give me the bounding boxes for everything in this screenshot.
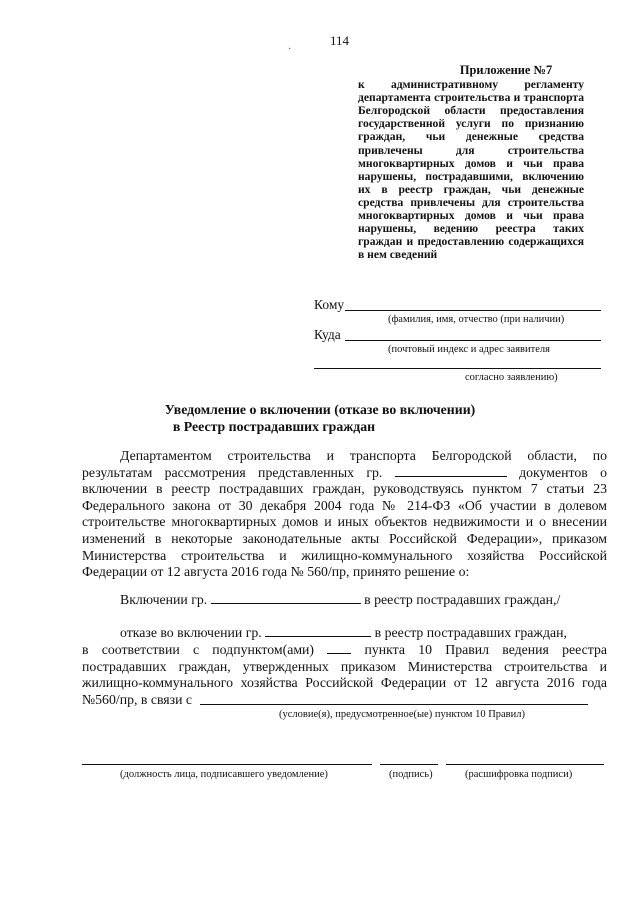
- where-label: Куда: [314, 327, 341, 342]
- sign-caption: (подпись): [389, 769, 433, 780]
- appendix-line: граждан, чьи денежные средства: [358, 130, 584, 144]
- to-field-line[interactable]: [345, 310, 601, 311]
- where-field-line[interactable]: [345, 340, 601, 341]
- notice-title-line1: Уведомление о включении (отказе во включении): [164, 402, 476, 417]
- intro-line: изменений в некоторые законодательные акты Российской Федерации», приказом: [82, 530, 607, 546]
- page-number: 114: [330, 33, 350, 48]
- appendix-line: к административному регламенту: [358, 78, 584, 92]
- appendix-line: в нем сведений: [358, 248, 438, 262]
- appendix-line: нарушены, пострадавшими, включению: [358, 169, 584, 183]
- intro-line: Департаментом строительства и транспорта Белгородской области, по: [120, 448, 607, 463]
- intro-line: строительстве многоквартирных домов и иных объектов недвижимости и о внесении: [82, 514, 607, 530]
- notice-title-line2: в Реестр пострадавших граждан: [172, 419, 376, 434]
- appendix-line: Белгородской области предоставления: [358, 104, 584, 118]
- appendix-line: департамента строительства и транспорта: [358, 91, 584, 105]
- refusal-text: пункта 10 Правил ведения реестра: [364, 642, 607, 657]
- inclusion-text: Включении гр.: [120, 592, 208, 607]
- intro-text: документов о: [519, 464, 607, 480]
- signature-decode-field-line[interactable]: [446, 764, 604, 765]
- appendix-line: многоквартирных домов и чьи права: [358, 156, 584, 170]
- refusal-line: жилищно-коммунального хозяйства Российской Федерации от 12 августа 2016 года: [82, 675, 607, 691]
- citizen-name-field[interactable]: [395, 465, 507, 477]
- position-field-line[interactable]: [82, 764, 372, 765]
- signature-field-line[interactable]: [380, 764, 438, 765]
- address-extra-caption: согласно заявлению): [465, 372, 558, 383]
- refusal-text: №560/пр, в связи с: [82, 691, 193, 707]
- refusal-line: [120, 625, 567, 641]
- intro-text: результатам рассмотрения представленных гр.: [82, 464, 383, 480]
- refusal-line: [82, 692, 607, 709]
- appendix-title: Приложение №7: [459, 63, 553, 77]
- decode-caption: (расшифровка подписи): [465, 769, 573, 780]
- to-caption: (фамилия, имя, отчество (при наличии): [388, 314, 565, 325]
- intro-line: Федерации от 12 августа 2016 года № 560/пр, принято решение о:: [82, 564, 470, 580]
- refusal-text: в реестр пострадавших граждан,: [374, 625, 567, 640]
- refusal-text: в соответствии с подпунктом(ами): [82, 642, 315, 657]
- intro-paragraph: [82, 448, 607, 581]
- appendix-line: государственной услуги по признанию: [358, 117, 584, 131]
- appendix-line: средства привлечены для строительства: [358, 195, 584, 209]
- appendix-line: их в реестр граждан, чьи денежные: [358, 182, 584, 196]
- intro-line: включении в реестр пострадавших граждан, руководствуясь пунктом 7 статьи 23: [82, 481, 607, 497]
- appendix-line: нарушены, ведению реестра таких: [358, 222, 584, 236]
- appendix-line: привлечены для строительства: [358, 143, 584, 157]
- position-caption: (должность лица, подписавшего уведомление): [120, 769, 328, 780]
- to-label: Кому: [314, 297, 345, 312]
- refusal-text: отказе во включении гр.: [120, 625, 262, 640]
- refusal-line-with-blank: [82, 642, 607, 659]
- where-caption: (почтовый индекс и адрес заявителя: [388, 344, 550, 355]
- intro-line: Министерства строительства и жилищно-коммунального хозяйства Российской: [82, 547, 607, 563]
- inclusion-name-field[interactable]: [211, 592, 361, 604]
- reason-field-line[interactable]: [200, 704, 588, 705]
- refusal-name-field[interactable]: [265, 625, 371, 637]
- refusal-paragraph: [82, 642, 607, 708]
- inclusion-text: в реестр пострадавших граждан,/: [364, 592, 561, 607]
- appendix-line: многоквартирных домов и чьи права: [358, 209, 584, 223]
- inclusion-line: [120, 592, 560, 608]
- appendix-line: граждан и предоставлению содержащихся: [358, 235, 584, 249]
- subparagraph-field[interactable]: [327, 642, 351, 654]
- intro-line-with-blank: [82, 465, 607, 482]
- intro-line: Федерального закона от 30 декабря 2004 года № 214-ФЗ «Об участии в долевом: [82, 497, 607, 513]
- scan-dot: ·: [288, 44, 292, 55]
- refusal-line: пострадавших граждан, утвержденных приказом Министерства строительства и: [82, 658, 607, 674]
- address-extra-line[interactable]: [314, 368, 601, 369]
- appendix-block: [358, 64, 584, 261]
- reason-caption: (условие(я), предусмотренное(ые) пунктом 10 Правил): [279, 709, 525, 720]
